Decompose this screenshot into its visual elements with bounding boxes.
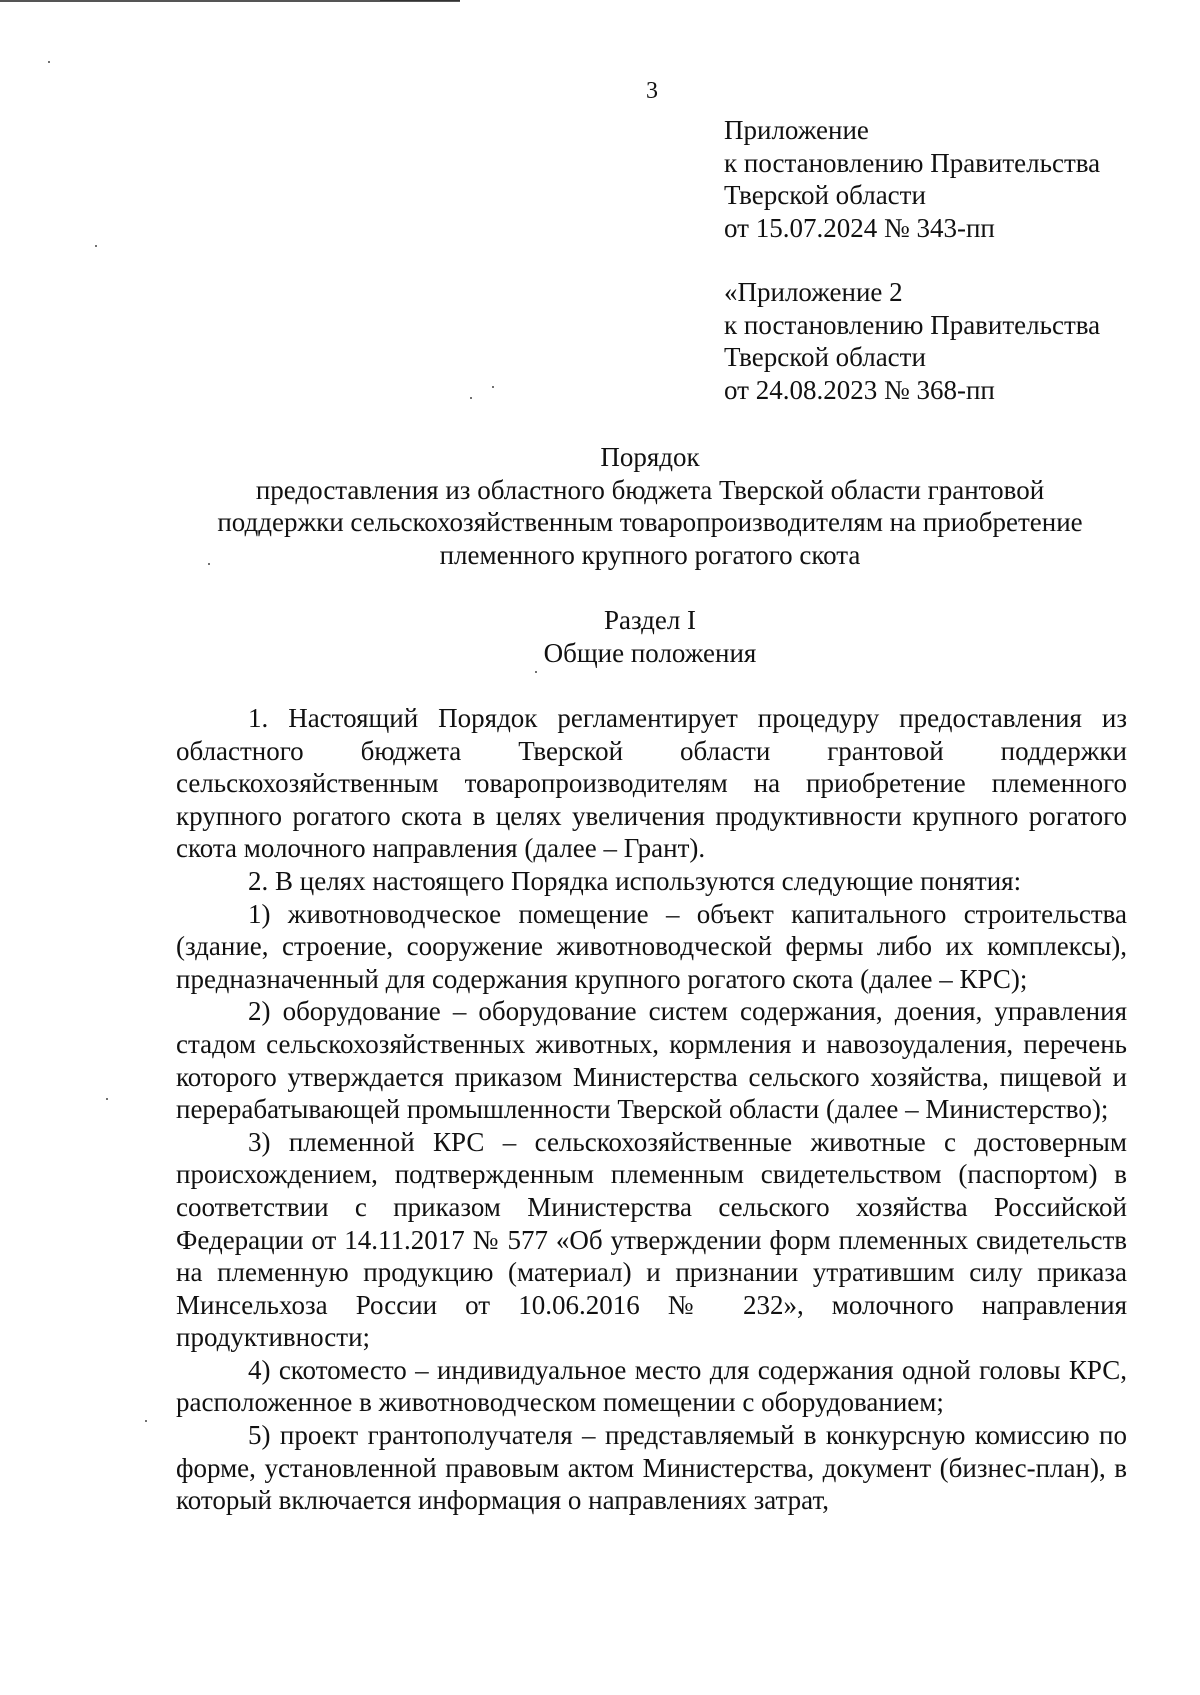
appendix-title: «Приложение 2 (724, 277, 903, 307)
appendix-block (724, 114, 1100, 244)
paragraph: 2. В целях настоящего Порядка используются следующие понятия: (248, 865, 1022, 896)
scan-speck (492, 386, 494, 388)
paragraph: 5) проект грантополучателя – представляемый в конкурсную комиссию по форме, установленной правовым актом Министерства, документ (бизнес-план), в который включается информация о направлениях затрат, (176, 1420, 1127, 1516)
document-body (176, 702, 1127, 1517)
document-title (176, 441, 1124, 571)
appendix-line: к постановлению Правительства (724, 147, 1101, 178)
paragraph: 1. Настоящий Порядок регламентирует процедуру предоставления из областного бюджета Тверской области грантовой поддержки сельскохозяйственным товаропроизводителям на приобретение племенного крупного рогатого скота в целях увеличения продуктивности крупного рогатого скота молочного направления (далее – Грант). (176, 703, 1127, 864)
paragraph: 2) оборудование – оборудование систем содержания, доения, управления стадом сельскохозяйственных животных, кормления и навозоудаления, перечень которого утверждается приказом Министерства сельского хозяйства, пищевой и перерабатывающей промышленности Тверской области (далее – Министерство); (176, 996, 1127, 1125)
title-line: предоставления из областного бюджета Тверской области грантовой (255, 474, 1045, 505)
appendix-title: Приложение (724, 115, 869, 145)
title-heading: Порядок (600, 442, 700, 472)
appendix-date: от 15.07.2024 № 343-пп (724, 212, 995, 243)
paragraph: 4) скотоместо – индивидуальное место для содержания одной головы КРС, расположенное в животноводческом помещении с оборудованием; (176, 1354, 1127, 1418)
paragraph: 1) животноводческое помещение – объект капитального строительства (здание, строение, сооружение животноводческой фермы либо их комплексы), предназначенный для содержания крупного рогатого скота (далее – КРС); (176, 898, 1127, 994)
title-line: поддержки сельскохозяйственным товаропроизводителям на приобретение (217, 507, 1083, 537)
section-heading (176, 604, 1124, 670)
scan-speck (470, 397, 472, 399)
paragraph: 3) племенной КРС – сельскохозяйственные животные с достоверным происхождением, подтвержденным племенным свидетельством (паспортом) в соответствии с приказом Министерства сельского хозяйства Российской Федерации от 14.11.2017 № 577 «Об утверждении форм племенных свидетельств на племенную продукцию (материал) и признании утратившим силу приказа Минсельхоза России от 10.06.2016 № 232», молочного направления продуктивности; (176, 1126, 1127, 1353)
appendix-line: Тверской области (724, 180, 926, 210)
scan-edge-line-short (380, 0, 460, 1)
appendix-line: к постановлению Правительства (724, 309, 1101, 340)
scan-speck (106, 1098, 108, 1100)
page-number: 3 (646, 78, 658, 104)
scan-speck (95, 245, 97, 247)
scan-speck (535, 671, 537, 673)
scan-speck (48, 61, 50, 63)
appendix-line: Тверской области (724, 342, 926, 372)
appendix-2-block (724, 276, 1100, 406)
appendix-date: от 24.08.2023 № 368-пп (724, 374, 995, 405)
section-number: Раздел I (603, 605, 697, 635)
title-line: племенного крупного рогатого скота (439, 539, 861, 570)
section-name: Общие положения (543, 638, 757, 668)
scan-speck (145, 1420, 147, 1422)
